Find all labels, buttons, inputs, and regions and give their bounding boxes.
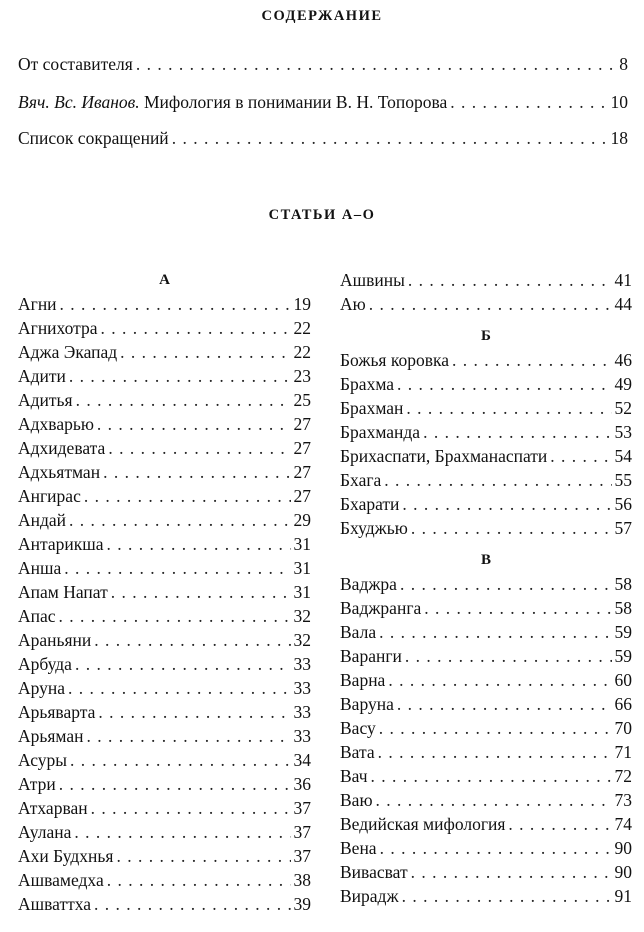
index-entry-page: 37 [293, 846, 311, 866]
index-entry-name: Ведийская мифология [340, 814, 506, 834]
index-entry-name: Атри [18, 774, 56, 794]
index-entry-name: Ашвамедха [18, 870, 104, 890]
index-entry [18, 364, 311, 388]
dot-leader [397, 372, 611, 396]
index-entry-name: Аджа Экапад [18, 342, 118, 362]
dot-leader [59, 772, 291, 796]
dot-leader [76, 388, 291, 412]
index-entry [340, 492, 632, 516]
dot-leader [397, 692, 612, 716]
index-entry-page: 39 [293, 894, 311, 914]
index-entry-page: 46 [614, 350, 632, 370]
index-entry-page: 37 [293, 798, 311, 818]
index-entry [18, 532, 311, 556]
index-entry [18, 796, 311, 820]
index-entry-page: 29 [293, 510, 311, 530]
index-entry-name: Бхарати [340, 494, 400, 514]
dot-leader [384, 468, 611, 492]
dot-leader [406, 396, 611, 420]
index-entry [340, 788, 632, 812]
index-entry [340, 860, 632, 884]
section-letter: А [159, 272, 170, 288]
index-entry-name: Араньяни [18, 630, 92, 650]
index-entry-name: Апас [18, 606, 56, 626]
dot-leader [508, 812, 611, 836]
index-entry-name: Атхарван [18, 798, 88, 818]
index-entry-name: Ангирас [18, 486, 81, 506]
index-entry-name: Аулана [18, 822, 72, 842]
index-entry [18, 292, 311, 316]
index-entry [18, 676, 311, 700]
dot-leader [172, 126, 608, 150]
dot-leader [94, 892, 290, 916]
index-entry-page: 44 [614, 294, 632, 314]
index-entry [340, 620, 632, 644]
index-entry-page: 55 [614, 470, 632, 490]
dot-leader [75, 652, 291, 676]
section-gap [340, 316, 632, 324]
index-entry-page: 27 [293, 438, 311, 458]
toc-entry [18, 52, 628, 76]
index-entry-name: Аруна [18, 678, 66, 698]
toc-entry [18, 90, 628, 114]
dot-leader [550, 444, 611, 468]
dot-leader [91, 796, 291, 820]
dot-leader [68, 676, 290, 700]
index-entry [18, 700, 311, 724]
dot-leader [379, 620, 611, 644]
dot-leader [69, 364, 291, 388]
dot-leader [376, 788, 612, 812]
dot-leader [411, 860, 612, 884]
index-entry-name: Ашваттха [18, 894, 92, 914]
index-entry [18, 844, 311, 868]
dot-leader [69, 508, 290, 532]
index-entry [18, 436, 311, 460]
index-entry [340, 644, 632, 668]
index-entry-name: Брахманда [340, 422, 421, 442]
index-entry [340, 740, 632, 764]
index-entry [340, 692, 632, 716]
dot-leader [408, 268, 612, 292]
dot-leader [101, 316, 291, 340]
index-entry [340, 292, 632, 316]
index-entry [340, 812, 632, 836]
dot-leader [108, 436, 290, 460]
index-entry [340, 596, 632, 620]
index-entry [340, 884, 632, 908]
index-entry-name: Брихаспати, Брахманаспати [340, 446, 548, 466]
dot-leader [74, 820, 290, 844]
dot-leader [424, 596, 611, 620]
dot-leader [87, 724, 291, 748]
index-entry-page: 25 [293, 390, 311, 410]
dot-leader [70, 748, 291, 772]
dot-leader [116, 844, 290, 868]
dot-leader [98, 700, 290, 724]
index-entry-name: Ашвины [340, 270, 405, 290]
index-entry-name: Варна [340, 670, 386, 690]
index-entry [18, 772, 311, 796]
dot-leader [378, 740, 612, 764]
dot-leader [60, 292, 291, 316]
index-entry-name: Антарикша [18, 534, 104, 554]
index-entry-page: 90 [614, 838, 632, 858]
index-entry-name: Вена [340, 838, 377, 858]
index-entry-page: 19 [293, 294, 311, 314]
dot-leader [402, 884, 612, 908]
toc-entry-title: От составителя [18, 54, 133, 74]
dot-leader [388, 668, 611, 692]
dot-leader [405, 644, 612, 668]
index-entry [18, 388, 311, 412]
dot-leader [402, 492, 611, 516]
index-entry-page: 22 [293, 318, 311, 338]
index-entry-name: Ахи Будхнья [18, 846, 114, 866]
index-entry-name: Ваджра [340, 574, 397, 594]
index-entry-page: 27 [293, 414, 311, 434]
index-entry-page: 31 [293, 534, 311, 554]
index-column-right [340, 268, 632, 908]
index-entry-page: 33 [293, 702, 311, 722]
index-entry-name: Ваю [340, 790, 373, 810]
index-entry-page: 60 [614, 670, 632, 690]
index-entry [18, 628, 311, 652]
index-entry-name: Адхидевата [18, 438, 106, 458]
index-entry [340, 764, 632, 788]
index-entry-name: Аю [340, 294, 366, 314]
index-entry-page: 33 [293, 678, 311, 698]
index-entry-page: 74 [614, 814, 632, 834]
index-entry [340, 444, 632, 468]
index-entry [18, 412, 311, 436]
dot-leader [380, 836, 612, 860]
index-entry-name: Вач [340, 766, 368, 786]
index-column-left [18, 268, 311, 916]
index-entry-name: Брахма [340, 374, 395, 394]
index-entry [18, 340, 311, 364]
dot-leader [379, 716, 612, 740]
index-entry [18, 748, 311, 772]
index-entry-page: 33 [293, 726, 311, 746]
index-entry-name: Васу [340, 718, 376, 738]
section-letter: Б [481, 328, 491, 344]
toc-entry-title: Мифология в понимании В. Н. Топорова [144, 92, 448, 112]
index-entry-page: 52 [614, 398, 632, 418]
index-entry-page: 34 [293, 750, 311, 770]
dot-leader [423, 420, 611, 444]
index-entry-page: 36 [293, 774, 311, 794]
index-entry-page: 70 [614, 718, 632, 738]
index-entry-page: 71 [614, 742, 632, 762]
toc-entry-title: Список сокращений [18, 128, 169, 148]
index-entry-name: Вала [340, 622, 377, 642]
index-entry-name: Бхуджью [340, 518, 408, 538]
index-entry-name: Анша [18, 558, 62, 578]
index-entry-name: Апам Напат [18, 582, 108, 602]
index-entry-name: Варанги [340, 646, 402, 666]
index-entry-name: Арьяман [18, 726, 84, 746]
index-entry-name: Божья коровка [340, 350, 449, 370]
index-entry-page: 59 [614, 646, 632, 666]
index-entry [340, 516, 632, 540]
index-entry-name: Агнихотра [18, 318, 98, 338]
dot-leader [120, 340, 290, 364]
dot-leader [136, 52, 616, 76]
index-entry [18, 556, 311, 580]
section-gap [340, 540, 632, 548]
index-entry-page: 59 [614, 622, 632, 642]
toc-title: СОДЕРЖАНИЕ [261, 8, 383, 24]
index-entry-name: Ваджранга [340, 598, 422, 618]
dot-leader [450, 90, 607, 114]
index-entry-page: 57 [614, 518, 632, 538]
index-entry [18, 892, 311, 916]
index-entry-page: 49 [614, 374, 632, 394]
dot-leader [411, 516, 612, 540]
index-entry-page: 73 [614, 790, 632, 810]
index-entry-page: 41 [614, 270, 632, 290]
index-entry [18, 316, 311, 340]
index-entry-page: 54 [614, 446, 632, 466]
index-entry-page: 72 [614, 766, 632, 786]
dot-leader [84, 484, 291, 508]
section-letter: В [480, 552, 491, 568]
index-entry [18, 604, 311, 628]
toc-entry-page: 8 [619, 54, 628, 74]
dot-leader [59, 604, 291, 628]
index-entry [18, 460, 311, 484]
index-entry-page: 33 [293, 654, 311, 674]
index-entry [18, 652, 311, 676]
index-entry-name: Адитья [18, 390, 73, 410]
index-entry [340, 468, 632, 492]
index-entry [18, 580, 311, 604]
index-entry-name: Адхьятман [18, 462, 101, 482]
index-entry-page: 31 [293, 582, 311, 602]
dot-leader [400, 572, 612, 596]
index-entry-name: Варуна [340, 694, 394, 714]
toc-entry-page: 10 [610, 92, 628, 112]
index-entry [340, 268, 632, 292]
dot-leader [97, 412, 291, 436]
index-entry [18, 820, 311, 844]
index-entry [340, 716, 632, 740]
index-entry-name: Бхага [340, 470, 382, 490]
index-entry-name: Вата [340, 742, 375, 762]
index-entry-page: 27 [293, 462, 311, 482]
index-entry-name: Арьяварта [18, 702, 96, 722]
index-entry-name: Вивасват [340, 862, 408, 882]
index-entry [340, 572, 632, 596]
dot-leader [369, 292, 612, 316]
index-entry-page: 90 [614, 862, 632, 882]
index-entry-page: 32 [293, 630, 311, 650]
index-entry-page: 53 [614, 422, 632, 442]
index-entry [340, 668, 632, 692]
dot-leader [64, 556, 290, 580]
dot-leader [371, 764, 612, 788]
index-entry-page: 22 [293, 342, 311, 362]
index-entry [18, 724, 311, 748]
index-entry-page: 58 [614, 574, 632, 594]
index-entry-name: Адити [18, 366, 66, 386]
index-entry-name: Брахман [340, 398, 404, 418]
index-entry-page: 27 [293, 486, 311, 506]
index-entry-name: Асуры [18, 750, 67, 770]
index-entry [340, 348, 632, 372]
index-entry-name: Арбуда [18, 654, 72, 674]
index-entry-name: Адхварью [18, 414, 94, 434]
index-entry [340, 420, 632, 444]
index-entry-page: 37 [293, 822, 311, 842]
index-entry-page: 91 [614, 886, 632, 906]
dot-leader [111, 580, 291, 604]
index-entry-page: 56 [614, 494, 632, 514]
toc-entry-author: Вяч. Вс. Иванов. [18, 92, 144, 112]
index-entry [340, 372, 632, 396]
index-entry-page: 38 [293, 870, 311, 890]
dot-leader [452, 348, 612, 372]
toc-entry-page: 18 [610, 128, 628, 148]
index-entry-name: Вирадж [340, 886, 399, 906]
index-entry-name: Агни [18, 294, 57, 314]
articles-title: СТАТЬИ А–О [268, 207, 376, 223]
dot-leader [94, 628, 290, 652]
index-entry [18, 508, 311, 532]
index-entry-page: 58 [614, 598, 632, 618]
index-entry [340, 836, 632, 860]
index-entry [340, 396, 632, 420]
index-entry-page: 31 [293, 558, 311, 578]
index-entry [18, 868, 311, 892]
index-entry-page: 23 [293, 366, 311, 386]
dot-leader [103, 460, 290, 484]
index-entry-page: 66 [614, 694, 632, 714]
index-entry [18, 484, 311, 508]
index-entry-name: Андай [18, 510, 67, 530]
index-entry-page: 32 [293, 606, 311, 626]
dot-leader [107, 532, 291, 556]
dot-leader [107, 868, 291, 892]
toc-entry [18, 126, 628, 150]
